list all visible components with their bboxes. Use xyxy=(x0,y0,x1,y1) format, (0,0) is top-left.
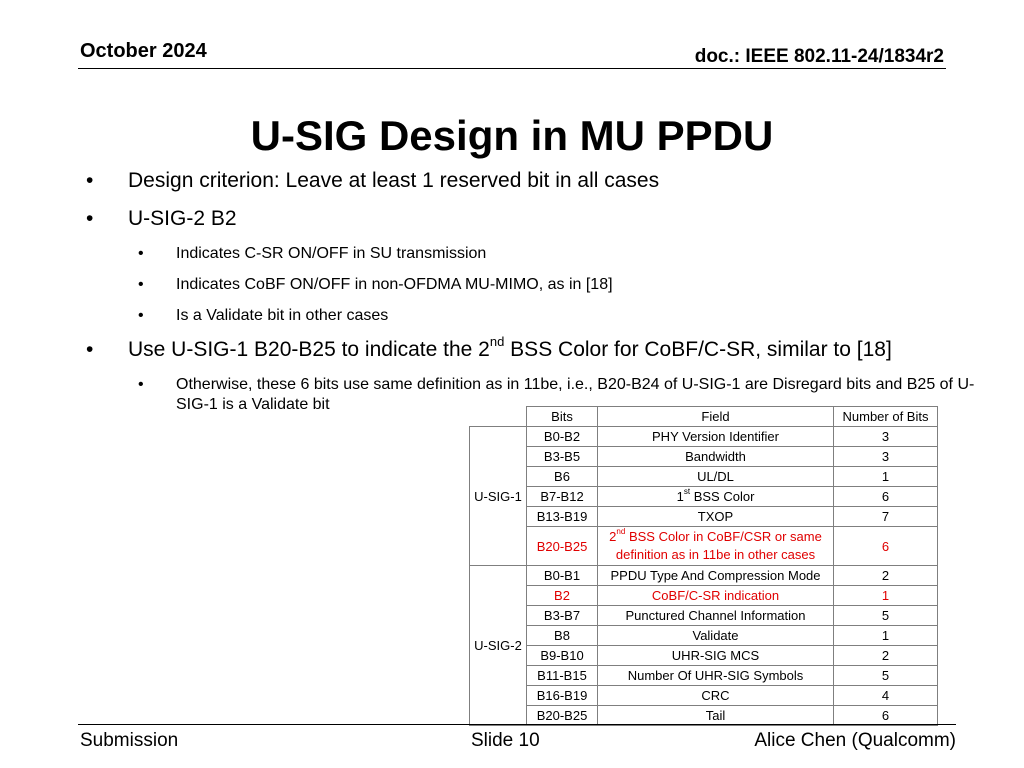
field-text: BSS Color in CoBF/CSR or same xyxy=(625,529,822,544)
table-cell-bits: B16-B19 xyxy=(527,686,598,706)
table-row xyxy=(470,487,938,507)
header-doc-id: doc.: IEEE 802.11-24/1834r2 xyxy=(694,46,944,67)
table-header-bits: Bits xyxy=(527,407,598,427)
table-cell-field: Validate xyxy=(598,626,834,646)
table-row xyxy=(470,427,938,447)
table-cell-bits: B11-B15 xyxy=(527,666,598,686)
footer-divider xyxy=(78,724,956,725)
table-row xyxy=(470,706,938,726)
table-row xyxy=(470,447,938,467)
table-cell-num: 6 xyxy=(834,706,938,726)
table-cell-field xyxy=(598,527,834,566)
field-ordinal-suffix: st xyxy=(683,487,691,497)
table-header-row xyxy=(470,407,938,427)
bullet-list xyxy=(80,168,980,426)
table-header-field: Field xyxy=(598,407,834,427)
bullet-usig1-text-a: Use U-SIG-1 B20-B25 to indicate the 2 xyxy=(128,338,490,361)
table-cell-num: 2 xyxy=(834,566,938,586)
header-date: October 2024 xyxy=(80,40,207,62)
table-cell-field: PPDU Type And Compression Mode xyxy=(598,566,834,586)
sub-bullet-csr: • Indicates C-SR ON/OFF in SU transmission xyxy=(80,244,980,264)
sub-bullet-cobf: • Indicates CoBF ON/OFF in non-OFDMA MU-MIMO, as in [18] xyxy=(80,275,980,295)
field-line-2: definition as in 11be in other cases xyxy=(615,547,816,562)
table-header-num: Number of Bits xyxy=(834,407,938,427)
table-cell-bits: B3-B7 xyxy=(527,606,598,626)
table-cell-bits: B0-B1 xyxy=(527,566,598,586)
table-row xyxy=(470,686,938,706)
table-cell-bits: B3-B5 xyxy=(527,447,598,467)
table-cell-field: UHR-SIG MCS xyxy=(598,646,834,666)
table-cell-field: Tail xyxy=(598,706,834,726)
table-cell-field: Bandwidth xyxy=(598,447,834,467)
table-cell-bits: B7-B12 xyxy=(527,487,598,507)
sub-bullet-validate: • Is a Validate bit in other cases xyxy=(80,306,980,326)
table-cell-field: UL/DL xyxy=(598,467,834,487)
table-row xyxy=(470,507,938,527)
table-cell-num: 1 xyxy=(834,586,938,606)
table-row xyxy=(470,606,938,626)
table-cell-bits: B9-B10 xyxy=(527,646,598,666)
table-cell-num: 5 xyxy=(834,606,938,626)
table-cell-num: 1 xyxy=(834,626,938,646)
footer-submission: Submission xyxy=(80,730,179,751)
sub-bullet-otherwise: • Otherwise, these 6 bits use same definition as in 11be, i.e., B20-B24 of U-SIG-1 are Disregard bits and B25 of U-SIG-1 is a Validate bit xyxy=(80,375,976,415)
table-header-empty xyxy=(470,407,527,427)
table-cell-num: 3 xyxy=(834,427,938,447)
table-cell-field: CRC xyxy=(598,686,834,706)
header-divider xyxy=(78,68,946,69)
bullet-design-criterion: • Design criterion: Leave at least 1 reserved bit in all cases xyxy=(80,168,980,194)
table-cell-num: 6 xyxy=(834,527,938,566)
table-cell-field: CoBF/C-SR indication xyxy=(598,586,834,606)
bullet-usig2-b2: • U-SIG-2 B2 xyxy=(80,206,980,232)
table-row xyxy=(470,566,938,586)
footer-slide-number: Slide 10 xyxy=(471,730,540,751)
table-cell-bits: B20-B25 xyxy=(527,706,598,726)
bullet-usig1-text-b: BSS Color for CoBF/C-SR, similar to [18] xyxy=(504,338,892,361)
table-cell-field: PHY Version Identifier xyxy=(598,427,834,447)
table-cell-num: 2 xyxy=(834,646,938,666)
table-cell-field: TXOP xyxy=(598,507,834,527)
table-cell-field: Punctured Channel Information xyxy=(598,606,834,626)
field-ordinal: 2 xyxy=(609,529,617,544)
table-cell-num: 4 xyxy=(834,686,938,706)
table-section-usig2: U-SIG-2 xyxy=(470,566,527,726)
slide-title: U-SIG Design in MU PPDU xyxy=(250,112,774,159)
table-cell-num: 1 xyxy=(834,467,938,487)
field-ordinal: 1 xyxy=(676,489,684,504)
bullet-usig1-bss-color xyxy=(80,334,980,363)
table-row xyxy=(470,467,938,487)
table-cell-bits: B2 xyxy=(527,586,598,606)
table-cell-bits: B0-B2 xyxy=(527,427,598,447)
table-row-highlight xyxy=(470,586,938,606)
bullet-usig1-sup: nd xyxy=(489,334,505,350)
usig-field-table xyxy=(469,406,938,726)
table-cell-num: 7 xyxy=(834,507,938,527)
table-cell-bits: B6 xyxy=(527,467,598,487)
table-cell-field xyxy=(598,487,834,507)
table-cell-num: 3 xyxy=(834,447,938,467)
table-row xyxy=(470,626,938,646)
table-cell-field: Number Of UHR-SIG Symbols xyxy=(598,666,834,686)
table-cell-num: 5 xyxy=(834,666,938,686)
field-text: BSS Color xyxy=(690,489,755,504)
field-ordinal-suffix: nd xyxy=(616,527,626,537)
table-row xyxy=(470,666,938,686)
table-row-highlight xyxy=(470,527,938,566)
footer-author: Alice Chen (Qualcomm) xyxy=(754,730,956,751)
field-line-1 xyxy=(598,528,833,546)
table-section-usig1: U-SIG-1 xyxy=(470,427,527,566)
table-cell-bits: B13-B19 xyxy=(527,507,598,527)
table-cell-bits: B8 xyxy=(527,626,598,646)
table-cell-bits: B20-B25 xyxy=(527,527,598,566)
table-cell-num: 6 xyxy=(834,487,938,507)
table-row xyxy=(470,646,938,666)
